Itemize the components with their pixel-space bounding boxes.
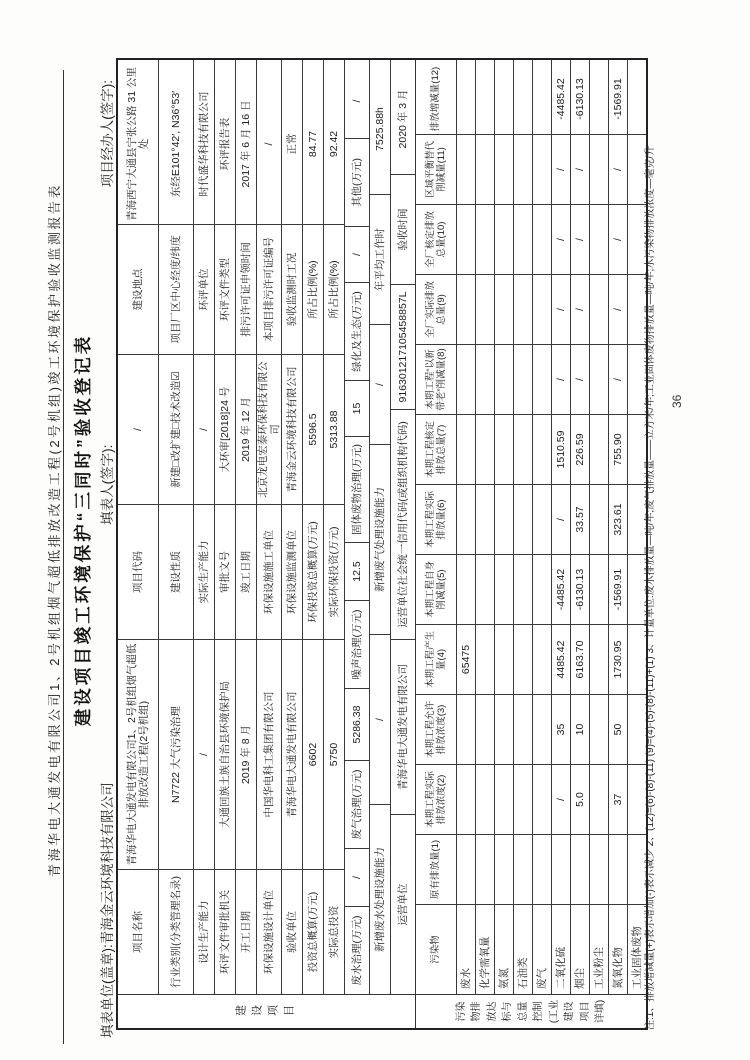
value-cell — [533, 554, 551, 624]
column-header-cell: 全厂实际排放总量(9) — [416, 274, 456, 344]
registration-table — [116, 58, 648, 1030]
label-cell: 设计生产能力 — [194, 869, 214, 994]
value-cell — [476, 414, 494, 484]
value-cell: / — [609, 134, 627, 204]
value-cell: 北京龙电宏泰环保科技有限公司 — [257, 354, 281, 504]
value-cell — [457, 204, 475, 274]
label-cell: 运营单位 — [391, 814, 415, 994]
pollutant-name-cell: 石油类 — [514, 904, 532, 994]
value-cell: 青海华电大通发电有限公司 — [391, 639, 415, 814]
value-cell — [514, 274, 532, 344]
value-cell — [495, 134, 513, 204]
value-cell: / — [350, 99, 363, 103]
value-cell: / — [262, 142, 275, 146]
label-cell: 噪声治理(万元) — [345, 600, 369, 688]
value-cell — [457, 134, 475, 204]
value-cell: 环评报告表 — [218, 117, 231, 171]
value-cell: 50 — [609, 694, 627, 764]
label-cell: 本项目排污许可证编号 — [257, 224, 281, 354]
value-cell: 4485.42 — [552, 624, 570, 694]
pollutant-table — [416, 60, 646, 994]
value-cell: 时代盛华科技有限公司 — [197, 91, 210, 197]
value-cell: 5750 — [324, 639, 344, 869]
value-cell — [457, 344, 475, 414]
column-header-cell: 本期工程自身削减量(5) — [416, 554, 456, 624]
column-header-cell: 本期工程“以新带老”削减量(8) — [416, 344, 456, 414]
value-cell: 大通回族土族自治县环境保护局 — [215, 639, 235, 869]
value-cell: 2017 年 6 月 16 日 — [239, 100, 252, 188]
footnote: 注:1、排放增减量(+)表示增加(-)表示减少 2、(12)=(6)-(8)-(11) (9)=(4)-(5)-(8)-(11)+(1) 3、计量单位:废水排放量—吨/年;废气排放量——立方米/年;工业固体废物排放量—吨/年;水污染物排放浓度—毫克/升 — [645, 145, 656, 1030]
value-cell: 15 — [345, 380, 369, 436]
column-header-cell: 原有排放量(1) — [416, 834, 456, 904]
value-cell — [514, 694, 532, 764]
value-cell: 青海华电大通发电有限公司 — [282, 639, 302, 869]
label-cell: 年平均工作时 — [370, 194, 390, 324]
value-cell — [514, 414, 532, 484]
form-title: 建设项目竣工环境保护“三同时”验收登记表 — [73, 333, 93, 727]
value-cell: -6130.13 — [573, 78, 586, 120]
project-info-row — [282, 60, 303, 994]
value-cell — [476, 344, 494, 414]
value-cell — [476, 764, 494, 834]
value-cell: 6163.70 — [571, 624, 589, 694]
column-header-cell: 本期工程实际排放量(6) — [416, 484, 456, 554]
value-cell: 5596.5 — [303, 354, 323, 504]
pollutant-name-cell: 废水 — [457, 904, 475, 994]
label-cell: 竣工日期 — [236, 504, 256, 639]
label-cell: 废水治理(万元) — [345, 906, 369, 994]
value-cell — [514, 484, 532, 554]
value-cell — [457, 484, 475, 554]
label-cell: 验收监测时工况 — [282, 224, 302, 354]
value-cell — [457, 764, 475, 834]
label-cell: 新增废水处理设施能力 — [370, 804, 390, 994]
value-cell — [533, 134, 551, 204]
value-cell: 青海西宁大通县宁张公路 31 公里处 — [125, 67, 150, 222]
project-info-row — [236, 60, 257, 994]
value-cell: / — [118, 354, 158, 504]
value-cell — [514, 624, 532, 694]
value-cell: / — [345, 226, 369, 282]
pollutant-name-cell: 二氧化硫 — [552, 904, 570, 994]
pollutant-section — [416, 60, 646, 1028]
pollutant-row — [457, 60, 476, 994]
value-cell: -4485.42 — [552, 554, 570, 624]
value-cell — [476, 274, 494, 344]
label-cell: 行业类别(分类管理名录) — [159, 869, 193, 994]
value-cell: 6602 — [303, 639, 323, 869]
pollutant-row — [533, 60, 552, 994]
value-cell — [495, 64, 513, 134]
label-cell: 项目名称 — [118, 869, 158, 994]
value-cell — [457, 414, 475, 484]
value-cell — [495, 274, 513, 344]
value-cell: 中国华电科工集团有限公司 — [257, 639, 281, 869]
value-cell — [533, 274, 551, 344]
label-cell: 项目厂区中心经度/纬度 — [159, 224, 193, 354]
project-info-row — [391, 60, 415, 994]
value-cell — [476, 694, 494, 764]
project-info-row — [194, 60, 215, 994]
value-cell: -6130.13 — [571, 554, 589, 624]
value-cell — [590, 414, 608, 484]
label-cell: 排污许可证申领时间 — [236, 224, 256, 354]
value-cell: 323.61 — [609, 484, 627, 554]
pollutant-row — [609, 60, 628, 994]
label-cell: 环评单位 — [194, 224, 214, 354]
value-cell — [514, 834, 532, 904]
label-cell: 环保设施设计单位 — [257, 869, 281, 994]
value-cell — [514, 134, 532, 204]
label-cell: 实际环保投资(万元) — [324, 504, 344, 639]
value-cell: 5286.38 — [345, 688, 369, 760]
column-header-cell: 本期工程产生量(4) — [416, 624, 456, 694]
project-info-row — [324, 60, 345, 994]
value-cell — [476, 484, 494, 554]
value-cell — [571, 834, 589, 904]
value-cell — [533, 344, 551, 414]
value-cell — [533, 64, 551, 134]
value-cell: 5313.88 — [324, 354, 344, 504]
column-header-cell: 本期工程核定排放总量(7) — [416, 414, 456, 484]
pollutant-name-cell: 工业固体废物 — [628, 904, 646, 994]
project-info-row — [303, 60, 324, 994]
value-cell: 5.0 — [571, 764, 589, 834]
pollutant-header-row — [416, 60, 457, 994]
value-cell: N7722 大气污染治理 — [159, 639, 193, 869]
label-cell: 实际总投资 — [324, 869, 344, 994]
value-cell: / — [609, 344, 627, 414]
value-cell — [590, 134, 608, 204]
pollutant-name-cell: 化学需氧量 — [476, 904, 494, 994]
pollutant-name-cell: 氨氮 — [495, 904, 513, 994]
value-cell — [533, 764, 551, 834]
label-cell: 投资总概算(万元) — [303, 869, 323, 994]
value-cell: / — [552, 764, 570, 834]
value-cell: 916301217105458857L — [391, 284, 415, 409]
value-cell — [495, 834, 513, 904]
value-cell: 92.42 — [327, 130, 340, 158]
label-cell: 环保设施施工单位 — [257, 504, 281, 639]
project-handler-label: 项目经办人(签字): — [100, 80, 115, 188]
label-cell: 环保投资总概算(万元) — [303, 504, 323, 639]
value-cell — [457, 64, 475, 134]
value-cell — [495, 624, 513, 694]
project-info-row — [215, 60, 236, 994]
pollutant-row — [514, 60, 533, 994]
value-cell: / — [552, 344, 570, 414]
upper-group-label-cell — [118, 994, 415, 1028]
value-cell — [590, 64, 608, 134]
value-cell: 2020 年 3 月 — [396, 89, 409, 149]
value-cell: -1569.91 — [611, 78, 624, 120]
value-cell — [476, 134, 494, 204]
value-cell: / — [370, 634, 390, 804]
value-cell — [457, 554, 475, 624]
value-cell — [495, 414, 513, 484]
value-cell — [457, 834, 475, 904]
value-cell: 35 — [552, 694, 570, 764]
value-cell: 65475 — [457, 624, 475, 694]
value-cell — [533, 624, 551, 694]
value-cell — [514, 204, 532, 274]
value-cell: 1510.59 — [552, 414, 570, 484]
project-info-row — [370, 60, 391, 994]
value-cell — [590, 554, 608, 624]
value-cell — [457, 274, 475, 344]
value-cell — [495, 344, 513, 414]
value-cell — [590, 764, 608, 834]
value-cell — [590, 344, 608, 414]
value-cell: 226.59 — [571, 414, 589, 484]
value-cell: 84.77 — [306, 130, 319, 158]
label-cell: 验收单位 — [282, 869, 302, 994]
label-cell: 所占比例(%) — [303, 224, 323, 354]
value-cell: 青海华电大通发电有限公司1、2号机组烟气超低排放改造工程(2号机组) — [118, 639, 158, 869]
value-cell: 大环审[2018]24 号 — [215, 354, 235, 504]
label-cell: 开工日期 — [236, 869, 256, 994]
value-cell — [533, 694, 551, 764]
label-cell: 审批文号 — [215, 504, 235, 639]
value-cell — [590, 694, 608, 764]
label-cell: 运营单位社会统一信用代码(或组织机构代码) — [391, 409, 415, 639]
value-cell: 2019 年 12 月 — [236, 354, 256, 504]
value-cell: 2019 年 8 月 — [236, 639, 256, 869]
value-cell: 东经E101°42′, N36°53′ — [169, 90, 182, 198]
value-cell: / — [194, 354, 214, 504]
value-cell: / — [609, 204, 627, 274]
value-cell: / — [571, 344, 589, 414]
value-cell — [552, 834, 570, 904]
label-cell: 所占比例(%) — [324, 224, 344, 354]
project-info-section — [118, 60, 416, 1028]
value-cell — [590, 624, 608, 694]
project-info-row — [159, 60, 194, 994]
value-cell: 7525.88h — [373, 107, 386, 151]
page-number: 36 — [670, 394, 684, 408]
value-cell: / — [571, 204, 589, 274]
column-header-cell: 本期工程允许排放浓度(3) — [416, 694, 456, 764]
label-cell: 环保设施监测单位 — [282, 504, 302, 639]
value-cell — [590, 484, 608, 554]
value-cell — [590, 204, 608, 274]
header-divider — [63, 70, 64, 1044]
value-cell: / — [552, 484, 570, 554]
value-cell — [514, 554, 532, 624]
value-cell: 青海金云环境科技有限公司 — [282, 354, 302, 504]
value-cell: -1569.91 — [609, 554, 627, 624]
label-cell: 废气治理(万元) — [345, 760, 369, 848]
column-header-cell: 全厂核定排放总量(10) — [416, 204, 456, 274]
project-info-row — [118, 60, 159, 994]
value-cell — [495, 764, 513, 834]
lower-group-label: 污染物排放达标与总量控制(工业建设项目详填) — [455, 999, 606, 1024]
value-cell: / — [571, 274, 589, 344]
value-cell: 33.57 — [571, 484, 589, 554]
value-cell — [476, 624, 494, 694]
label-cell: 绿化及生态(万元) — [345, 282, 369, 380]
value-cell — [590, 834, 608, 904]
document-running-header: 青海华电大通发电有限公司1、2号机组烟气超低排放改造工程(2号机组)竣工环境保护验收监测报告表 — [47, 183, 62, 877]
value-cell: / — [345, 848, 369, 906]
value-cell — [495, 554, 513, 624]
pollutant-name-cell: 烟尘 — [571, 904, 589, 994]
pollutant-row — [590, 60, 609, 994]
value-cell: / — [609, 274, 627, 344]
pollutant-row — [552, 60, 571, 994]
lower-group-label-cell — [416, 994, 646, 1028]
pollutant-row — [476, 60, 495, 994]
project-info-rows — [118, 60, 415, 994]
value-cell: / — [571, 134, 589, 204]
label-cell: 建设性质 — [159, 504, 193, 639]
project-info-row — [345, 60, 370, 994]
form-subheader — [96, 80, 116, 1038]
value-cell — [495, 484, 513, 554]
value-cell: -4485.42 — [554, 78, 567, 120]
label-cell: 固体废物治理(万元) — [345, 436, 369, 542]
value-cell — [476, 554, 494, 624]
value-cell: / — [194, 639, 214, 869]
value-cell — [609, 834, 627, 904]
value-cell — [533, 484, 551, 554]
pollutant-row — [571, 60, 590, 994]
pollutant-row — [495, 60, 514, 994]
value-cell — [476, 64, 494, 134]
value-cell: 37 — [609, 764, 627, 834]
column-header-cell: 污染物 — [416, 904, 456, 994]
value-cell: 1730.95 — [609, 624, 627, 694]
pollutant-name-cell: 废气 — [533, 904, 551, 994]
value-cell — [495, 694, 513, 764]
value-cell — [476, 204, 494, 274]
pollutant-name-cell: 工业粉尘 — [590, 904, 608, 994]
fill-person-label: 填表人(签字): — [100, 444, 115, 525]
value-cell — [495, 204, 513, 274]
label-cell: 环评文件类型 — [215, 224, 235, 354]
value-cell: / — [370, 324, 390, 444]
column-header-cell: 区域平衡替代削减量(11) — [416, 134, 456, 204]
value-cell: / — [552, 274, 570, 344]
value-cell: 10 — [571, 694, 589, 764]
value-cell — [514, 344, 532, 414]
upper-group-label: 建设项目 — [234, 1005, 299, 1018]
label-cell: 其他(万元) — [345, 138, 369, 226]
label-cell: 验收时间 — [391, 174, 415, 284]
value-cell: 新建□改扩建□技术改造☑ — [159, 354, 193, 504]
value-cell — [590, 274, 608, 344]
label-cell: 实际生产能力 — [194, 504, 214, 639]
value-cell: 12.5 — [345, 542, 369, 600]
column-header-cell: 本期工程实际排放浓度(2) — [416, 764, 456, 834]
label-cell: 建设地点 — [118, 224, 158, 354]
value-cell — [514, 64, 532, 134]
value-cell — [533, 414, 551, 484]
value-cell — [476, 834, 494, 904]
label-cell: 项目代码 — [118, 504, 158, 639]
value-cell: / — [552, 204, 570, 274]
value-cell — [533, 204, 551, 274]
value-cell — [514, 764, 532, 834]
project-info-row — [257, 60, 282, 994]
value-cell: 755.90 — [609, 414, 627, 484]
value-cell: 正常 — [285, 133, 298, 155]
pollutant-name-cell: 氮氧化物 — [609, 904, 627, 994]
value-cell: / — [552, 134, 570, 204]
column-header-cell: 排放增减量(12) — [430, 66, 442, 132]
value-cell — [533, 834, 551, 904]
label-cell: 新增废气处理设施能力 — [370, 444, 390, 634]
value-cell — [457, 694, 475, 764]
fill-unit-label: 填表单位(盖章):青海金云环境科技有限公司 — [100, 782, 115, 1038]
label-cell: 环评文件审批机关 — [215, 869, 235, 994]
